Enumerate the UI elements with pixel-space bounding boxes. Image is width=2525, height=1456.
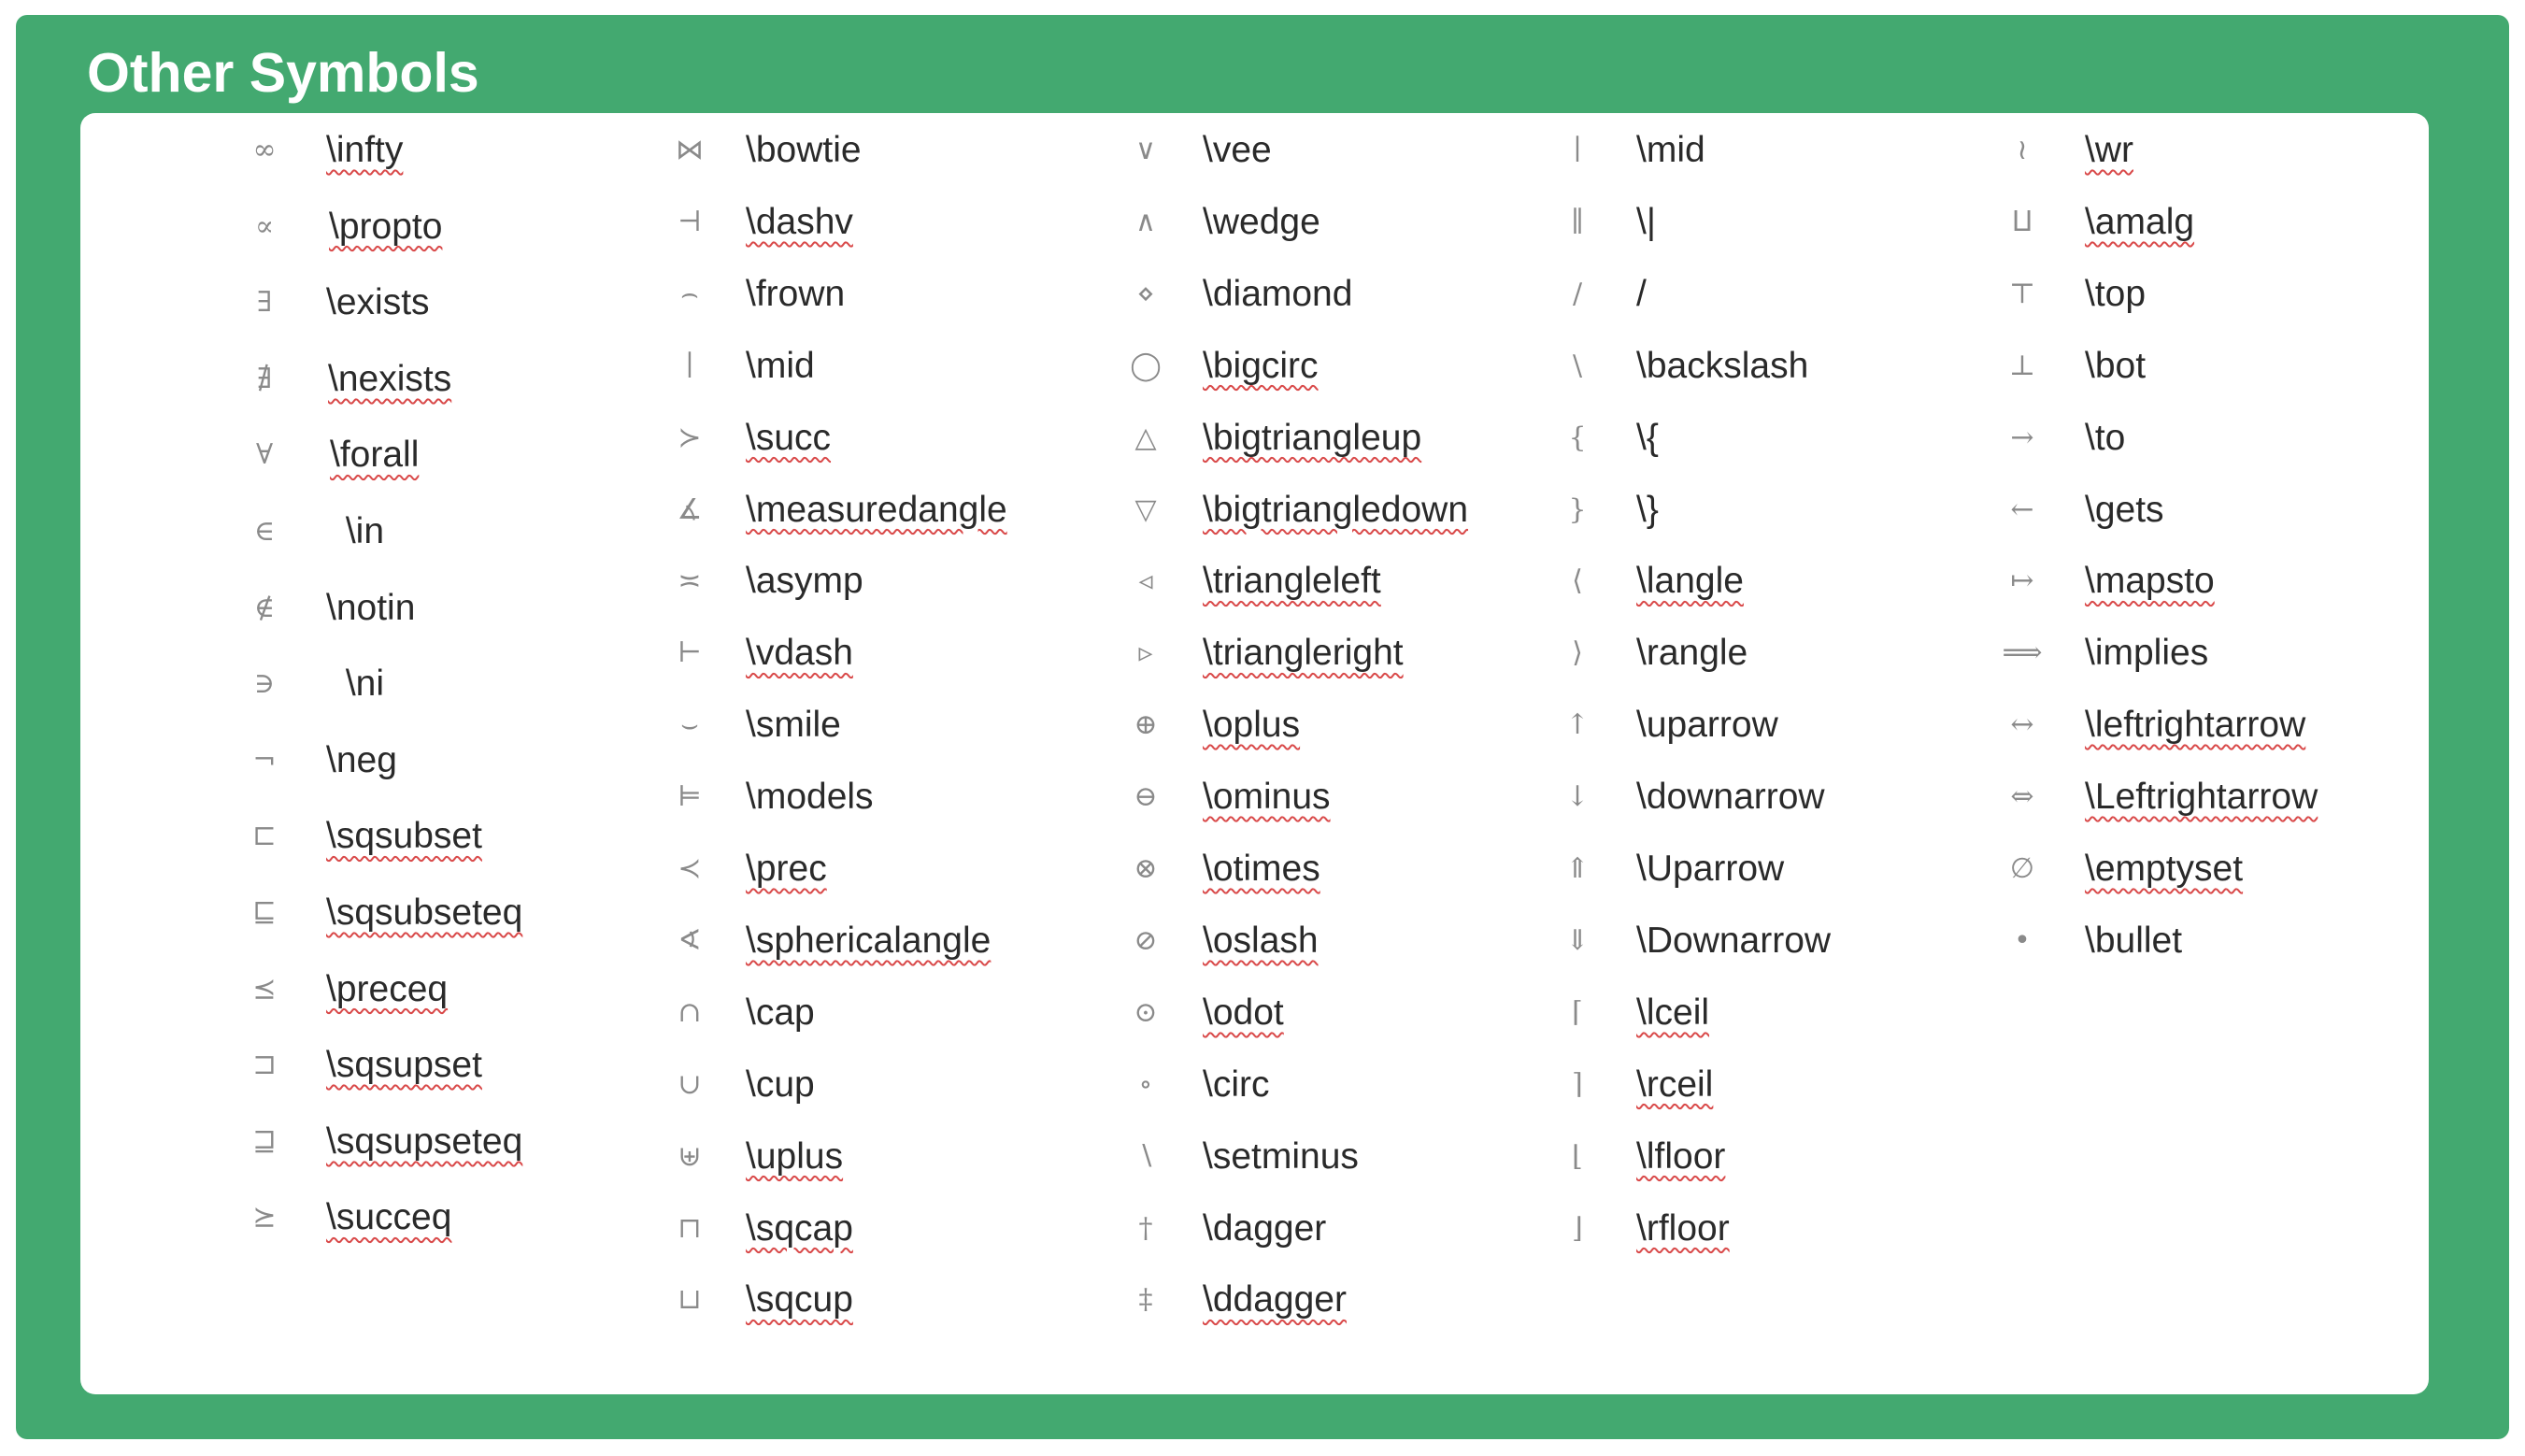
latex-command: \uparrow — [1636, 705, 1778, 746]
latex-command: \vdash — [746, 633, 853, 674]
symbol-glyph: → — [2010, 421, 2034, 454]
symbol-column — [1112, 113, 1551, 1394]
symbol-glyph: } — [1568, 492, 1587, 526]
symbol-glyph: ∋ — [253, 667, 276, 701]
symbol-glyph: ∃ — [256, 286, 273, 320]
symbol-glyph: ◃ — [1138, 564, 1153, 598]
symbol-glyph: ↓ — [1565, 780, 1590, 814]
latex-command: \bot — [2085, 345, 2147, 386]
symbol-row — [1544, 473, 1974, 548]
symbol-row — [656, 1120, 1086, 1194]
symbol-glyph: ↔ — [2010, 708, 2034, 742]
symbol-glyph: ⊕ — [1134, 708, 1158, 742]
symbol-glyph: ⌋ — [1572, 1211, 1583, 1245]
symbol-column — [1544, 113, 1983, 1394]
symbol-glyph: ⨿ — [2012, 205, 2033, 238]
symbol-row — [656, 473, 1086, 548]
symbol-row — [1112, 185, 1542, 260]
symbol-glyph: ∪ — [678, 1067, 702, 1101]
symbol-glyph: ⊢ — [678, 636, 702, 670]
latex-command: \top — [2085, 273, 2147, 314]
latex-command: \cap — [746, 992, 815, 1033]
latex-command: \propto — [329, 206, 443, 247]
symbol-glyph: ∘ — [1138, 1067, 1153, 1101]
symbol-row — [1989, 832, 2418, 906]
symbol-row — [1989, 113, 2418, 188]
symbol-glyph: ≀ — [2017, 134, 2028, 166]
latex-command: \in — [335, 511, 385, 551]
symbol-row — [1544, 1048, 1974, 1122]
latex-command: \bigtriangledown — [1203, 489, 1469, 530]
latex-command: \dagger — [1203, 1207, 1327, 1249]
symbol-table — [80, 113, 2429, 1394]
latex-command: \succ — [746, 417, 832, 458]
symbol-row — [656, 329, 1086, 404]
symbol-glyph: ↑ — [1565, 708, 1590, 742]
symbol-row — [1544, 185, 1974, 260]
symbol-glyph: ▽ — [1134, 492, 1157, 526]
symbol-row — [1112, 257, 1542, 332]
symbol-glyph: • — [2014, 923, 2031, 957]
symbol-glyph: ⊔ — [678, 1283, 702, 1317]
symbol-row — [1112, 760, 1542, 835]
latex-command: \mid — [1636, 130, 1705, 170]
symbol-row — [231, 952, 661, 1027]
symbol-glyph: ⪰ — [252, 1201, 277, 1235]
symbol-glyph: ∄ — [256, 362, 273, 395]
symbol-glyph: ∡ — [677, 492, 703, 526]
latex-command: / — [1636, 273, 1647, 314]
symbol-row — [231, 723, 661, 798]
latex-command: \measuredangle — [746, 489, 1007, 530]
latex-command: \to — [2085, 417, 2126, 458]
latex-command: \frown — [746, 273, 846, 314]
symbol-glyph: ¬ — [252, 743, 277, 777]
symbol-row — [656, 760, 1086, 835]
latex-command: \wedge — [1203, 201, 1320, 242]
latex-command: \mapsto — [2085, 561, 2215, 602]
latex-command: \bowtie — [746, 130, 862, 170]
symbol-glyph: ⊑ — [252, 896, 277, 929]
symbol-glyph: \ — [1572, 349, 1583, 382]
symbol-glyph: † — [1138, 1211, 1153, 1245]
latex-command: \backslash — [1636, 345, 1809, 386]
symbol-row — [656, 688, 1086, 763]
symbol-row — [231, 494, 661, 569]
symbol-glyph: ⌉ — [1572, 1067, 1583, 1101]
symbol-row — [231, 418, 661, 492]
latex-command: \{ — [1636, 417, 1659, 458]
symbol-glyph: ⟹ — [2002, 636, 2043, 670]
symbol-row — [1544, 544, 1974, 619]
latex-command: \asymp — [746, 561, 863, 602]
symbol-row — [231, 876, 661, 950]
symbol-glyph: ↦ — [2010, 564, 2034, 598]
symbol-row — [1544, 401, 1974, 476]
symbol-glyph: ∥ — [1571, 205, 1584, 238]
latex-command: \smile — [746, 705, 841, 746]
symbol-glyph: ⊎ — [678, 1139, 702, 1173]
symbol-row — [1112, 401, 1542, 476]
symbol-glyph: ⊙ — [1134, 995, 1158, 1029]
symbol-glyph: / — [1572, 277, 1583, 310]
symbol-glyph: ⊤ — [2008, 277, 2036, 310]
symbol-glyph: ∨ — [1135, 134, 1156, 166]
symbol-row — [1989, 544, 2418, 619]
latex-command: \sphericalangle — [746, 920, 991, 961]
latex-command: \mid — [746, 345, 815, 386]
symbol-row — [1112, 616, 1542, 691]
symbol-glyph: ⌣ — [680, 708, 699, 742]
latex-command: \infty — [326, 130, 404, 170]
latex-command: \gets — [2085, 489, 2164, 530]
symbol-row — [1989, 760, 2418, 835]
symbol-column — [656, 113, 1095, 1394]
latex-command: \Downarrow — [1636, 920, 1832, 961]
symbol-row — [1544, 1120, 1974, 1194]
latex-command: \uplus — [746, 1135, 844, 1177]
latex-command: \wr — [2085, 130, 2133, 170]
symbol-row — [656, 1263, 1086, 1337]
symbol-row — [1544, 760, 1974, 835]
symbol-glyph: ‡ — [1138, 1283, 1153, 1317]
symbol-row — [231, 342, 661, 417]
symbol-glyph: ⊥ — [2008, 349, 2036, 382]
symbol-glyph: ⊒ — [252, 1124, 277, 1158]
symbol-row — [1989, 473, 2418, 548]
symbol-row — [1112, 1263, 1542, 1337]
symbol-row — [656, 1192, 1086, 1266]
symbol-row — [1112, 1048, 1542, 1122]
symbol-row — [1544, 616, 1974, 691]
symbol-row — [1112, 544, 1542, 619]
symbol-glyph: ⊓ — [678, 1211, 702, 1245]
latex-command: \neg — [326, 739, 397, 780]
symbol-row — [1544, 1192, 1974, 1266]
symbol-glyph: ∉ — [253, 591, 276, 624]
symbol-glyph: ⇓ — [1565, 923, 1590, 957]
symbol-glyph: ∝ — [254, 209, 275, 243]
symbol-row — [1112, 904, 1542, 978]
symbol-row — [1544, 904, 1974, 978]
symbol-row — [1989, 257, 2418, 332]
latex-command: \diamond — [1203, 273, 1353, 314]
latex-command: \succeq — [326, 1197, 452, 1238]
symbol-glyph: ⪯ — [252, 972, 277, 1006]
symbol-glyph: ⊗ — [1134, 852, 1158, 885]
symbol-row — [231, 1105, 661, 1179]
symbol-glyph: ⌢ — [680, 277, 699, 310]
symbol-glyph: ⊨ — [678, 780, 702, 814]
latex-command: \} — [1636, 489, 1659, 530]
symbol-row — [1112, 832, 1542, 906]
symbol-row — [231, 647, 661, 721]
symbol-glyph: ⋄ — [1136, 277, 1155, 310]
latex-command: \bigtriangleup — [1203, 417, 1422, 458]
symbol-row — [1544, 832, 1974, 906]
latex-command: \preceq — [326, 968, 449, 1009]
latex-command: \downarrow — [1636, 777, 1825, 818]
symbol-row — [656, 616, 1086, 691]
symbol-column — [231, 113, 670, 1394]
latex-command: \triangleleft — [1203, 561, 1381, 602]
latex-command: \prec — [746, 849, 827, 889]
symbol-glyph: { — [1568, 421, 1587, 454]
symbol-row — [1112, 113, 1542, 188]
latex-command: \langle — [1636, 561, 1744, 602]
symbol-row — [231, 571, 661, 646]
latex-command: \Uparrow — [1636, 849, 1785, 889]
symbol-row — [1544, 976, 1974, 1050]
symbol-row — [231, 113, 661, 188]
symbol-row — [231, 1028, 661, 1103]
latex-command: \sqsupset — [326, 1045, 482, 1086]
latex-command: \sqsubset — [326, 816, 482, 857]
symbol-glyph: ⇔ — [2010, 780, 2034, 814]
symbol-glyph: ∅ — [2009, 852, 2035, 885]
symbol-row — [1989, 904, 2418, 978]
latex-command: \exists — [326, 282, 430, 323]
symbol-row — [656, 401, 1086, 476]
latex-command: \| — [1636, 201, 1656, 242]
symbol-row — [1112, 976, 1542, 1050]
symbol-row — [1544, 113, 1974, 188]
symbol-row — [231, 1180, 661, 1255]
symbol-glyph: ∀ — [255, 438, 274, 472]
symbol-glyph: ⊐ — [252, 1049, 277, 1082]
symbol-glyph: ∖ — [1136, 1139, 1155, 1173]
symbols-card — [16, 15, 2509, 1439]
symbol-glyph: ∧ — [1135, 205, 1156, 238]
symbol-glyph: ◯ — [1130, 349, 1162, 382]
latex-command: \amalg — [2085, 201, 2195, 242]
latex-command: \rangle — [1636, 633, 1748, 674]
latex-command: \sqsupseteq — [326, 1121, 523, 1162]
symbol-glyph: ∞ — [252, 134, 277, 166]
latex-command: \otimes — [1203, 849, 1320, 889]
latex-command: \ddagger — [1203, 1279, 1347, 1320]
symbol-glyph: ⟩ — [1572, 636, 1583, 670]
latex-command: \nexists — [328, 358, 452, 399]
latex-command: \bigcirc — [1203, 345, 1319, 386]
latex-command: \Leftrightarrow — [2085, 777, 2318, 818]
symbol-row — [1544, 257, 1974, 332]
symbol-row — [656, 976, 1086, 1050]
latex-command: \models — [746, 777, 874, 818]
latex-command: \sqcap — [746, 1207, 853, 1249]
symbol-glyph: ∢ — [678, 923, 702, 957]
symbol-glyph: ≻ — [678, 421, 702, 454]
symbol-row — [656, 185, 1086, 260]
symbol-glyph: ⟨ — [1572, 564, 1583, 598]
latex-command: \rceil — [1636, 1063, 1714, 1105]
symbol-row — [1989, 329, 2418, 404]
symbol-glyph: ⇑ — [1565, 852, 1590, 885]
latex-command: \circ — [1203, 1063, 1270, 1105]
page-title: Other Symbols — [87, 42, 479, 104]
symbol-row — [656, 904, 1086, 978]
symbol-row — [1112, 1120, 1542, 1194]
symbol-row — [1989, 616, 2418, 691]
symbol-glyph: ⊖ — [1134, 780, 1158, 814]
latex-command: \implies — [2085, 633, 2209, 674]
latex-command: \lceil — [1636, 992, 1710, 1033]
latex-command: \rfloor — [1636, 1207, 1730, 1249]
symbol-column — [1989, 113, 2428, 1394]
symbol-glyph: ⊘ — [1134, 923, 1158, 957]
latex-command: \notin — [326, 587, 416, 628]
latex-command: \oslash — [1203, 920, 1319, 961]
symbol-row — [1989, 688, 2418, 763]
latex-command: \dashv — [746, 201, 853, 242]
symbol-glyph: ⊏ — [252, 820, 277, 853]
latex-command: \ni — [335, 664, 385, 705]
symbol-row — [1989, 185, 2418, 260]
symbol-glyph: ∣ — [1573, 134, 1582, 166]
latex-command: \setminus — [1203, 1135, 1359, 1177]
symbol-glyph: ⌈ — [1572, 995, 1583, 1029]
symbol-glyph: ⊣ — [678, 205, 702, 238]
symbol-row — [1544, 688, 1974, 763]
latex-command: \ominus — [1203, 777, 1331, 818]
symbol-row — [1112, 329, 1542, 404]
symbol-row — [231, 799, 661, 874]
latex-command: \bullet — [2085, 920, 2183, 961]
latex-command: \lfloor — [1636, 1135, 1726, 1177]
latex-command: \emptyset — [2085, 849, 2244, 889]
symbol-glyph: △ — [1134, 421, 1157, 454]
latex-command: \vee — [1203, 130, 1272, 170]
symbol-glyph: ∣ — [685, 349, 694, 382]
latex-command: \triangleright — [1203, 633, 1404, 674]
latex-command: \sqsubseteq — [326, 892, 523, 933]
latex-command: \sqcup — [746, 1279, 853, 1320]
symbol-row — [656, 257, 1086, 332]
latex-command: \cup — [746, 1063, 815, 1105]
symbol-row — [231, 190, 661, 264]
symbol-row — [1112, 1192, 1542, 1266]
symbol-glyph: ≺ — [678, 852, 702, 885]
symbol-glyph: ⋈ — [676, 134, 704, 166]
symbol-glyph: ← — [2010, 492, 2034, 526]
symbol-row — [1989, 401, 2418, 476]
symbol-row — [656, 544, 1086, 619]
symbol-row — [656, 1048, 1086, 1122]
symbol-glyph: ⌊ — [1572, 1139, 1583, 1173]
symbol-row — [656, 832, 1086, 906]
symbol-row — [1112, 473, 1542, 548]
latex-command: \oplus — [1203, 705, 1301, 746]
symbol-row — [656, 113, 1086, 188]
symbol-glyph: ∈ — [253, 515, 276, 548]
latex-command: \forall — [330, 435, 420, 476]
symbol-glyph: ▹ — [1138, 636, 1153, 670]
symbol-row — [1544, 329, 1974, 404]
symbol-glyph: ∩ — [678, 995, 702, 1029]
latex-command: \odot — [1203, 992, 1284, 1033]
latex-command: \leftrightarrow — [2085, 705, 2306, 746]
symbol-glyph: ≍ — [678, 564, 702, 598]
symbol-row — [1112, 688, 1542, 763]
symbol-row — [231, 265, 661, 340]
